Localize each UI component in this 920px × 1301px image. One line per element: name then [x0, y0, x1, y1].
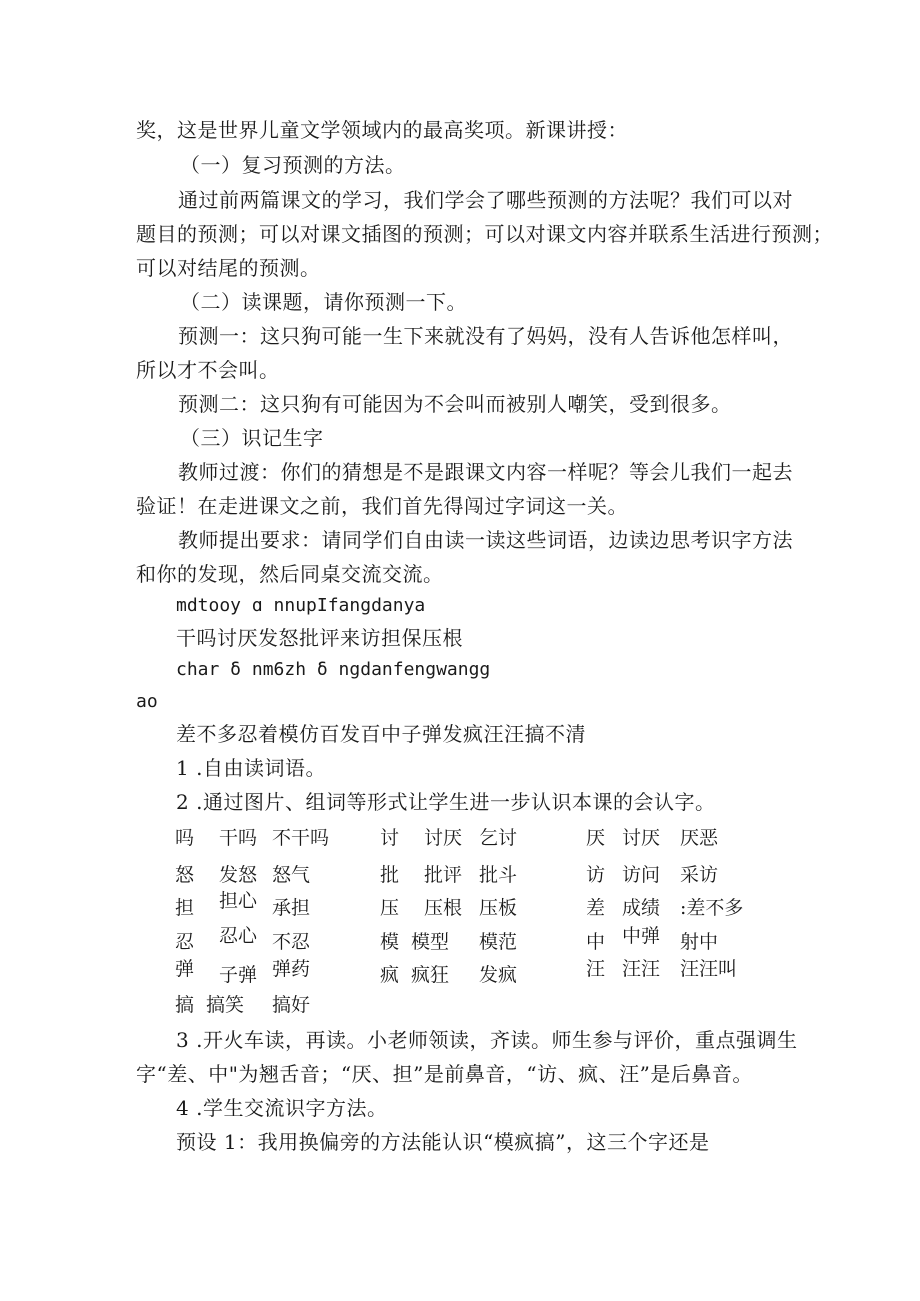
word-item: 汪汪 [622, 958, 661, 980]
text-line: 题目的预测；可以对课文插图的预测；可以对课文内容并联系生活进行预测； [136, 222, 833, 246]
word-item: 射中 [680, 931, 719, 953]
pinyin-line: ao [136, 691, 158, 712]
word-char: 弹 [175, 958, 195, 980]
word-item: 不干吗 [272, 827, 330, 849]
list-item: 4 .学生交流识字方法。 [176, 1096, 388, 1120]
text-line: 字“差、中"为翘舌音；“厌、担”是前鼻音，“访、疯、汪”是后鼻音。 [136, 1062, 753, 1086]
word-item: 怒气 [272, 864, 311, 886]
word-char: 忍 [175, 931, 195, 953]
text-line: 预测二：这只狗有可能因为不会叫而被别人嘲笑，受到很多。 [178, 392, 732, 416]
word-item: 讨厌 [424, 827, 463, 849]
word-char: 差 [586, 897, 606, 919]
section-heading: （三）识记生字 [180, 426, 324, 450]
text-line: 教师提出要求：请同学们自由读一读这些词语，边读边思考识字方法 [178, 528, 793, 552]
word-item: 厌恶 [680, 827, 719, 849]
text-line: 可以对结尾的预测。 [136, 256, 321, 280]
text-line: 预设 1：我用换偏旁的方法能认识“模疯搞”，这三个字还是 [176, 1130, 710, 1154]
word-char: 压 [380, 897, 400, 919]
word-item: 汪汪叫 [680, 958, 738, 980]
pinyin-line: char δ nm6zh δ ngdanfengwangg [176, 659, 491, 680]
word-char: 搞 [175, 994, 195, 1016]
text-line: 奖，这是世界儿童文学领域内的最高奖项。新课讲授： [136, 118, 628, 142]
word-item: 访问 [622, 864, 661, 886]
word-item: 发怒 [219, 864, 258, 886]
word-item: 搞好 [272, 994, 311, 1016]
word-item: 批评 [424, 864, 463, 886]
word-item: 批斗 [479, 864, 518, 886]
word-item: 弹药 [272, 958, 311, 980]
word-item: 模范 [479, 931, 518, 953]
word-char: 厌 [586, 827, 606, 849]
word-item: 压板 [479, 897, 518, 919]
word-char: 汪 [586, 958, 606, 980]
text-line: 所以才不会叫。 [136, 358, 280, 382]
word-char: 担 [175, 897, 195, 919]
word-item: 中弹 [622, 925, 661, 947]
word-item: 担心 [219, 890, 258, 912]
word-item: 承担 [272, 897, 311, 919]
text-line: 教师过渡：你们的猜想是不是跟课文内容一样呢？等会儿我们一起去 [178, 460, 793, 484]
word-char: 怒 [175, 864, 195, 886]
text-line: 验证！在走进课文之前，我们首先得闯过字词这一关。 [136, 494, 628, 518]
text-line: 通过前两篇课文的学习，我们学会了哪些预测的方法呢？我们可以对 [178, 188, 793, 212]
word-item: 发疯 [479, 964, 518, 986]
word-item: 子弹 [219, 964, 258, 986]
word-char: 讨 [380, 827, 400, 849]
word-char: 批 [380, 864, 400, 886]
word-item: 模型 [411, 931, 450, 953]
section-heading: （一）复习预测的方法。 [180, 153, 406, 177]
word-char: 模 [380, 931, 400, 953]
pinyin-line: mdtooy ɑ nnupIfangdanya [176, 595, 426, 616]
word-item: 干吗 [219, 827, 258, 849]
list-item: 2 .通过图片、组词等形式让学生进一步认识本课的会认字。 [176, 790, 716, 814]
word-char: 疯 [380, 964, 400, 986]
word-item: 压根 [424, 897, 463, 919]
list-item: 1 .自由读词语。 [176, 756, 326, 780]
vocab-line: 差不多忍着模仿百发百中子弹发疯汪汪搞不清 [176, 722, 586, 746]
word-item: 采访 [680, 864, 719, 886]
word-char: 吗 [175, 827, 195, 849]
word-item: 疯狂 [411, 964, 450, 986]
word-item: 讨厌 [622, 827, 661, 849]
word-char: 中 [586, 931, 606, 953]
text-line: 和你的发现，然后同桌交流交流。 [136, 562, 444, 586]
word-item: 忍心 [219, 925, 258, 947]
word-item: 搞笑 [206, 994, 245, 1016]
vocab-line: 干吗讨厌发怒批评来访担保压根 [176, 626, 463, 650]
text-line: 预测一：这只狗可能一生下来就没有了妈妈，没有人告诉他怎样叫， [178, 324, 793, 348]
section-heading: （二）读课题，请你预测一下。 [180, 290, 467, 314]
list-item: 3 .开火车读，再读。小老师领读，齐读。师生参与评价，重点强调生 [176, 1028, 798, 1052]
word-char: 访 [586, 864, 606, 886]
word-item: 乞讨 [479, 827, 518, 849]
word-item: 成绩 [622, 897, 661, 919]
word-item: :差不多 [680, 897, 744, 919]
word-item: 不忍 [272, 931, 311, 953]
